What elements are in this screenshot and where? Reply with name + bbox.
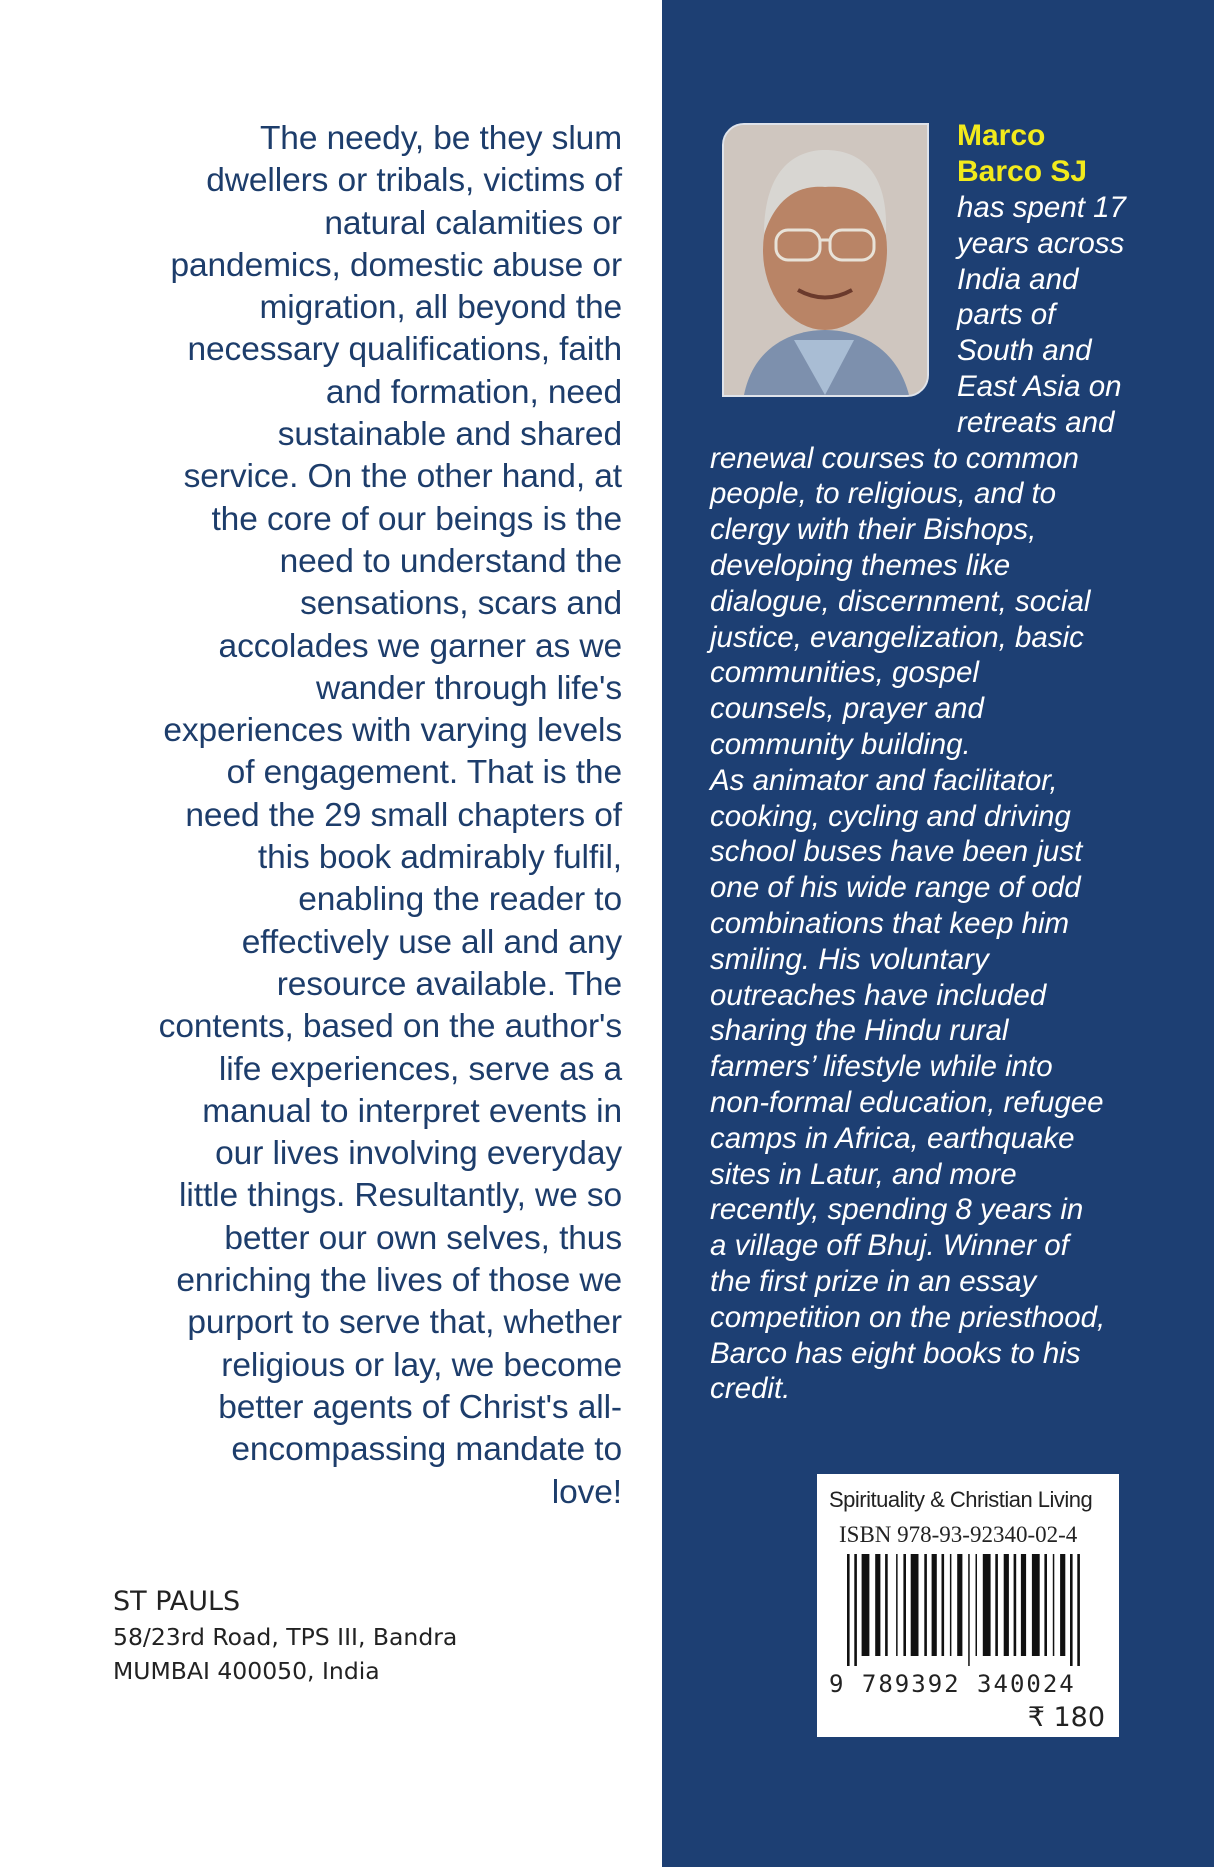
publisher-address-line2: MUMBAI 400050, India xyxy=(113,1657,380,1685)
blurb-line: necessary qualifications, faith xyxy=(187,331,622,369)
bio-line: non-formal education, refugee xyxy=(710,1085,1104,1119)
blurb-line: effectively use all and any xyxy=(241,923,622,961)
blurb-line: and formation, need xyxy=(325,373,622,411)
blurb-line: our lives involving everyday xyxy=(215,1135,622,1173)
blurb-line: migration, all beyond the xyxy=(259,289,622,327)
bio-line: parts of xyxy=(957,298,1056,332)
blurb-line: contents, based on the author's xyxy=(158,1008,622,1046)
bio-line: renewal courses to common xyxy=(710,441,1079,475)
blurb-line: pandemics, domestic abuse or xyxy=(170,246,622,284)
bio-line: communities, gospel xyxy=(710,656,979,690)
blurb-line: dwellers or tribals, victims of xyxy=(206,162,622,200)
bio-line: South and xyxy=(957,334,1092,368)
blurb-line: encompassing mandate to xyxy=(231,1431,622,1469)
bio-line: a village off Bhuj. Winner of xyxy=(710,1229,1069,1263)
blurb-line: wander through life's xyxy=(316,669,622,707)
bio-line: justice, evangelization, basic xyxy=(710,620,1084,654)
bio-line: one of his wide range of odd xyxy=(710,871,1081,905)
blurb-line: need the 29 small chapters of xyxy=(185,796,622,834)
blurb-line: The needy, be they slum xyxy=(259,120,622,157)
blurb-line: of engagement. That is the xyxy=(226,754,622,792)
bio-line: sharing the Hindu rural xyxy=(710,1014,1009,1048)
publisher-address-line1: 58/23rd Road, TPS III, Bandra xyxy=(113,1623,458,1651)
price-label: ₹ 180 xyxy=(1027,1702,1105,1733)
bio-line: clergy with their Bishops, xyxy=(710,513,1037,547)
bio-line: farmers’ lifestyle while into xyxy=(710,1050,1053,1084)
blurb-line: religious or lay, we become xyxy=(221,1346,622,1384)
publisher-block xyxy=(113,1584,457,1688)
blurb-line: sustainable and shared xyxy=(277,416,622,454)
bio-line: people, to religious, and to xyxy=(710,477,1057,511)
blurb-line: manual to interpret events in xyxy=(202,1092,622,1130)
bio-line: community building. xyxy=(710,727,971,761)
bio-line: East Asia on xyxy=(957,369,1122,403)
bio-line: smiling. His voluntary xyxy=(710,942,989,976)
blurb-line: better our own selves, thus xyxy=(224,1219,622,1257)
bio-line: years across xyxy=(957,226,1125,260)
bio-line: India and xyxy=(957,262,1079,296)
bio-line: Barco has eight books to his xyxy=(710,1336,1081,1370)
blurb-line: enriching the lives of those we xyxy=(176,1262,622,1300)
bio-line: outreaches have included xyxy=(710,978,1047,1012)
blurb-line: the core of our beings is the xyxy=(211,500,622,538)
blurb-line: resource available. The xyxy=(276,965,622,1003)
publisher-name: ST PAULS xyxy=(113,1586,241,1617)
bio-line: dialogue, discernment, social xyxy=(710,584,1091,618)
barcode-digits: 9 789392 340024 xyxy=(829,1670,1076,1698)
blurb-line: experiences with varying levels xyxy=(163,712,622,750)
bio-line: recently, spending 8 years in xyxy=(710,1193,1084,1227)
bio-line: credit. xyxy=(710,1372,791,1406)
blurb-line: natural calamities or xyxy=(324,204,622,242)
blurb-line: purport to serve that, whether xyxy=(187,1304,622,1342)
barcode-icon xyxy=(847,1554,1103,1666)
author-name xyxy=(957,118,1087,190)
blurb-line: love! xyxy=(551,1473,622,1511)
bio-line: has spent 17 xyxy=(957,191,1126,224)
barcode-label xyxy=(817,1474,1119,1737)
book-category: Spirituality & Christian Living xyxy=(829,1487,1093,1512)
blurb-line: little things. Resultantly, we so xyxy=(179,1177,622,1215)
blurb-line: need to understand the xyxy=(279,542,622,580)
bio-line: developing themes like xyxy=(710,548,1011,582)
author-first-name: Marco xyxy=(957,119,1046,152)
blurb-line: accolades we garner as we xyxy=(218,627,622,665)
blurb-line: service. On the other hand, at xyxy=(183,458,622,496)
bio-line: school buses have been just xyxy=(710,835,1083,869)
bio-line: combinations that keep him xyxy=(710,906,1070,940)
blurb-line: life experiences, serve as a xyxy=(218,1050,622,1088)
isbn-text: ISBN 978-93-92340-02-4 xyxy=(839,1522,1078,1547)
author-bio xyxy=(710,190,1210,1407)
bio-line: retreats and xyxy=(957,405,1115,439)
bio-line: camps in Africa, earthquake xyxy=(710,1121,1075,1155)
bio-line: cooking, cycling and driving xyxy=(710,799,1071,833)
bio-line: competition on the priesthood, xyxy=(710,1300,1106,1334)
bio-line: counsels, prayer and xyxy=(710,692,984,726)
bio-line: sites in Latur, and more xyxy=(710,1157,1017,1191)
blurb-paragraph xyxy=(110,118,622,1514)
blurb-line: better agents of Christ's all- xyxy=(218,1388,622,1426)
blurb-line: this book admirably fulfil, xyxy=(257,839,622,877)
blurb-line: sensations, scars and xyxy=(300,585,622,623)
bio-line: the first prize in an essay xyxy=(710,1264,1037,1298)
bio-line: As animator and facilitator, xyxy=(710,763,1058,797)
author-last-name: Barco SJ xyxy=(957,155,1088,188)
blurb-line: enabling the reader to xyxy=(298,881,622,919)
